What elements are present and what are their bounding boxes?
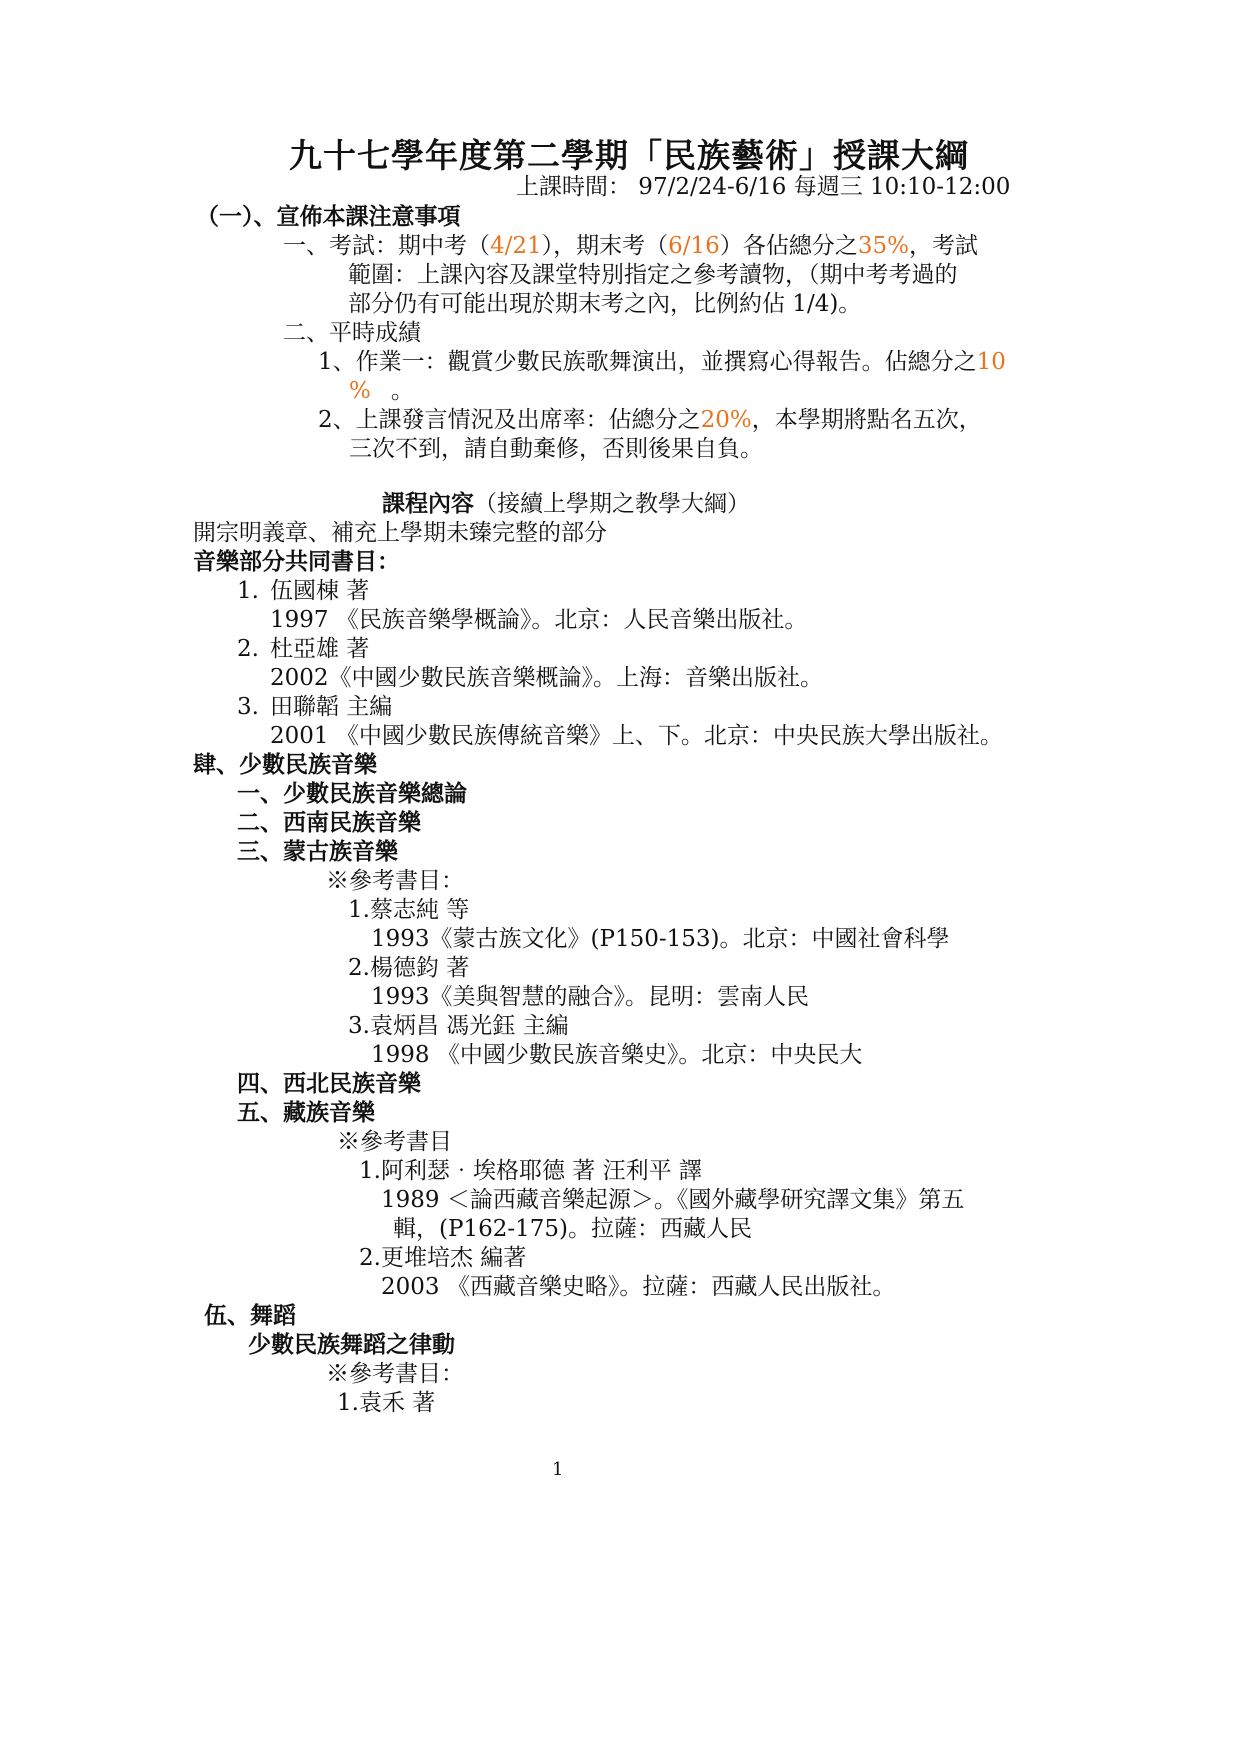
mongol-ref-1-author: 1.蔡志純 等 (348, 897, 470, 923)
tibet-references-label: ※參考書目 (337, 1129, 452, 1155)
part-4-topic-3: 三、蒙古族音樂 (237, 839, 398, 865)
exam-percentage: 35% (857, 233, 909, 259)
exam-text-d: ，考試 (908, 233, 978, 259)
final-date: 6/16 (668, 233, 720, 259)
book-2-number: 2. (237, 636, 259, 662)
midterm-date: 4/21 (490, 233, 542, 259)
mongol-ref-1-detail: 1993《蒙古族文化》(P150-153)。北京：中國社會科學 (371, 926, 950, 952)
part-4-topic-5: 五、藏族音樂 (237, 1100, 375, 1126)
part-4-topic-2: 二、西南民族音樂 (237, 810, 421, 836)
part-5-subheading: 少數民族舞蹈之律動 (248, 1332, 455, 1358)
attendance-line-2: 三次不到，請自動棄修，否則後果自負。 (349, 436, 763, 462)
tibet-ref-1-line-2: 輯，(P162-175)。拉薩：西藏人民 (393, 1216, 752, 1242)
tibet-ref-1-line-1: 1989 ＜論西藏音樂起源＞。《國外藏學研究譯文集》第五 (381, 1187, 965, 1213)
exam-text-a: 一、考試：期中考（ (283, 233, 490, 259)
tibet-ref-2-detail: 2003 《西藏音樂史略》。拉薩：西藏人民出版社。 (381, 1274, 896, 1300)
mongol-ref-2-author: 2.楊德鈞 著 (348, 955, 470, 981)
homework-line-1 (318, 347, 1006, 377)
attendance-line-1 (318, 405, 982, 435)
homework-text: 1、作業一：觀賞少數民族歌舞演出，並撰寫心得報告。佔總分之 (318, 349, 977, 375)
book-2-detail: 2002《中國少數民族音樂概論》。上海：音樂出版社。 (270, 665, 824, 691)
part-5-heading: 伍、舞蹈 (204, 1303, 296, 1329)
book-3-number: 3. (237, 694, 259, 720)
book-3-author: 田聯韜 主編 (270, 694, 393, 720)
part-4-heading: 肆、少數民族音樂 (193, 752, 377, 778)
music-books-heading: 音樂部分共同書目： (193, 549, 400, 575)
mongol-references-label: ※參考書目： (326, 868, 464, 894)
homework-percentage: 10 (976, 349, 1006, 375)
section-heading-notices: （一）、宣佈本課注意事項 (196, 204, 461, 230)
attendance-text-a: 2、上課發言情況及出席率：佔總分之 (318, 407, 701, 433)
homework-line-2 (349, 376, 414, 406)
part-4-topic-1: 一、少數民族音樂總論 (237, 781, 467, 807)
tibet-ref-2-author: 2.更堆培杰 編著 (359, 1245, 527, 1271)
book-2-author: 杜亞雄 著 (270, 636, 370, 662)
attendance-percentage: 20% (700, 407, 752, 433)
mongol-ref-3-detail: 1998 《中國少數民族音樂史》。北京：中央民大 (371, 1042, 863, 1068)
course-heading-title: 課程內容 (382, 491, 474, 517)
attendance-text-b: ，本學期將點名五次， (751, 407, 982, 433)
mongol-ref-3-author: 3.袁炳昌 馮光鈺 主編 (348, 1013, 569, 1039)
book-1-number: 1. (237, 578, 259, 604)
homework-percent-sign: % (349, 378, 371, 404)
book-1-detail: 1997 《民族音樂學概論》。北京：人民音樂出版社。 (270, 607, 808, 633)
part-4-topic-4: 四、西北民族音樂 (237, 1071, 421, 1097)
tibet-ref-1-author: 1.阿利瑟‧埃格耶德 著 汪利平 譯 (359, 1158, 702, 1184)
regular-grade-heading: 二、平時成績 (283, 320, 421, 346)
mongol-ref-2-detail: 1993《美與智慧的融合》。昆明：雲南人民 (371, 984, 810, 1010)
page-number: 1 (552, 1459, 564, 1480)
page-title: 九十七學年度第二學期「民族藝術」授課大綱 (289, 136, 969, 175)
exam-line-2: 範圍：上課內容及課堂特別指定之參考讀物，（期中考考過的 (348, 262, 958, 288)
book-3-detail: 2001 《中國少數民族傳統音樂》上、下。北京：中央民族大學出版社。 (270, 723, 1003, 749)
book-1-author: 伍國棟 著 (270, 578, 370, 604)
course-heading-note: （接續上學期之教學大綱） (474, 491, 750, 517)
course-intro: 開宗明義章、補充上學期未臻完整的部分 (193, 520, 607, 546)
exam-line-1 (283, 231, 978, 261)
course-heading (382, 489, 750, 519)
class-schedule: 上課時間： 97/2/24-6/16 每週三 10:10-12:00 (516, 174, 1011, 200)
exam-line-3: 部分仍有可能出現於期末考之內，比例約佔 1/4)。 (348, 291, 862, 317)
exam-text-b: ），期末考（ (541, 233, 669, 259)
dance-references-label: ※參考書目： (326, 1361, 464, 1387)
dance-ref-1: 1.袁禾 著 (337, 1390, 436, 1416)
exam-text-c: ）各佔總分之 (719, 233, 858, 259)
homework-end: 。 (390, 378, 414, 404)
